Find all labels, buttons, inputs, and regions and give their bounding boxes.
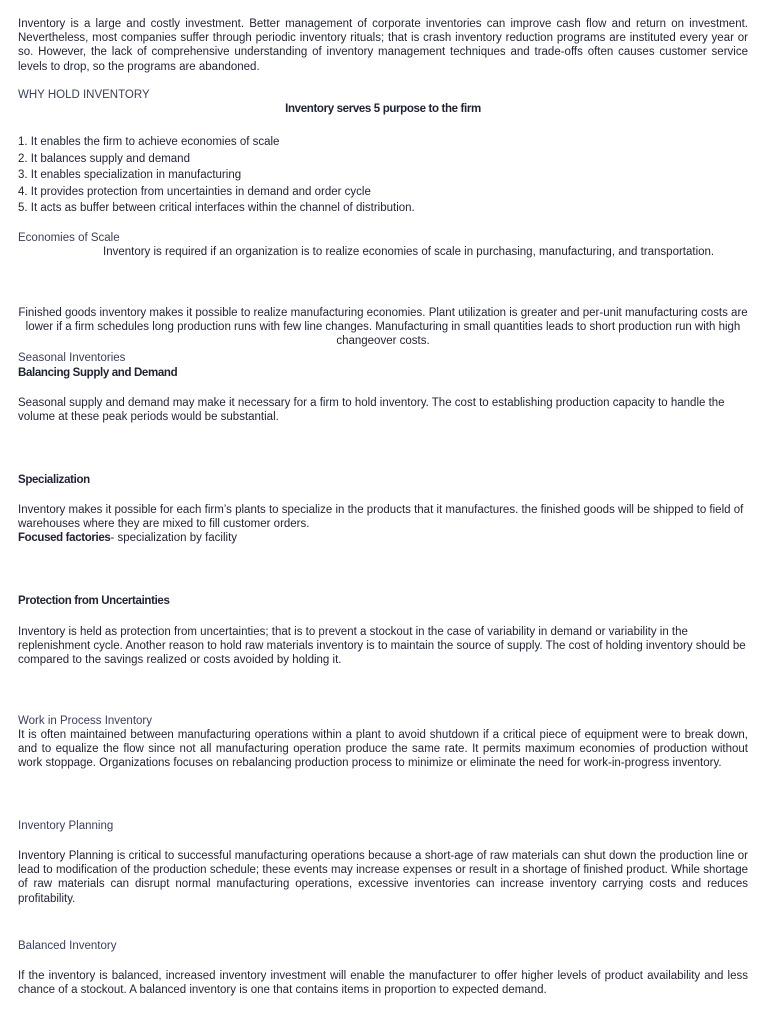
purposes-subtitle: Inventory serves 5 purpose to the firm	[285, 103, 481, 115]
focused-factories-line	[18, 531, 748, 545]
list-item: 1. It enables the firm to achieve economies of scale	[18, 136, 280, 148]
focused-factories-term: Focused factories	[18, 532, 111, 544]
seasonal-heading: Seasonal Inventories	[18, 352, 126, 364]
economies-line: Inventory is required if an organization is to realize economies of scale in purchasing, manufacturing, and transportation.	[103, 246, 715, 258]
why-hold-heading: WHY HOLD INVENTORY	[18, 89, 150, 101]
list-item: 4. It provides protection from uncertainties in demand and order cycle	[18, 185, 371, 198]
purposes-list	[18, 135, 748, 218]
specialization-heading: Specialization	[18, 474, 90, 486]
balanced-heading: Balanced Inventory	[18, 940, 117, 952]
planning-heading: Inventory Planning	[18, 820, 114, 832]
economies-paragraph: Finished goods inventory makes it possible to realize manufacturing economies. Plant utilization is greater and per-unit manufacturing costs are lower if a firm schedules long production runs with few line changes. Manufacturing in small quantities leads to short production run with high changeover costs.	[18, 307, 748, 348]
seasonal-paragraph: Seasonal supply and demand may make it necessary for a firm to hold inventory. The cost to establishing production capacity to handle the volume at these peak periods would be substantial.	[18, 397, 725, 424]
list-item: 3. It enables specialization in manufacturing	[18, 169, 242, 182]
balanced-paragraph: If the inventory is balanced, increased inventory investment will enable the manufacturer to offer higher levels of product availability and less chance of a stockout. A balanced inventory is one that contains items in proportion to expected demand.	[18, 970, 748, 997]
planning-paragraph: Inventory Planning is critical to successful manufacturing operations because a short-age of raw materials can shut down the production line or lead to modification of the production schedule; these events may increase expenses or result in a shortage of finished product. While shortage of raw materials can disrupt normal manufacturing operations, excessive inventories can increase inventory carrying costs and reduces profitability.	[18, 850, 748, 905]
intro-paragraph: Inventory is a large and costly investment. Better management of corporate inventories can improve cash flow and return on investment. Nevertheless, most companies suffer through periodic inventory rituals; that is crash inventory reduction programs are instituted every year or so. However, the lack of comprehensive understanding of inventory management techniques and trade-offs often causes customer service levels to drop, so the programs are abandoned.	[18, 18, 748, 73]
list-item: 5. It acts as buffer between critical interfaces within the channel of distribution.	[18, 202, 415, 215]
list-item: 2. It balances supply and demand	[18, 152, 190, 165]
protection-paragraph: Inventory is held as protection from uncertainties; that is to prevent a stockout in the case of variability in demand or variability in the replenishment cycle. Another reason to hold raw materials inventory is to maintain the source of supply. The cost of holding inventory should be compared to the savings realized or costs avoided by holding it.	[18, 626, 746, 667]
specialization-paragraph: Inventory makes it possible for each firm’s plants to specialize in the products that it manufactures. the finished goods will be shipped to field of warehouses where they are mixed to fill customer orders.	[18, 504, 744, 531]
wip-paragraph: It is often maintained between manufacturing operations within a plant to avoid shutdown if a critical piece of equipment were to break down, and to equalize the flow since not all manufacturing operation produce the same rate. It permits maximum economies of production without work stoppage. Organizations focuses on rebalancing production process to minimize or eliminate the need for work-in-progress inventory.	[18, 729, 748, 770]
economies-heading: Economies of Scale	[18, 232, 120, 244]
balancing-heading: Balancing Supply and Demand	[18, 367, 178, 379]
focused-factories-definition: - specialization by facility	[110, 532, 238, 544]
wip-heading: Work in Process Inventory	[18, 715, 153, 727]
protection-heading: Protection from Uncertainties	[18, 595, 170, 607]
